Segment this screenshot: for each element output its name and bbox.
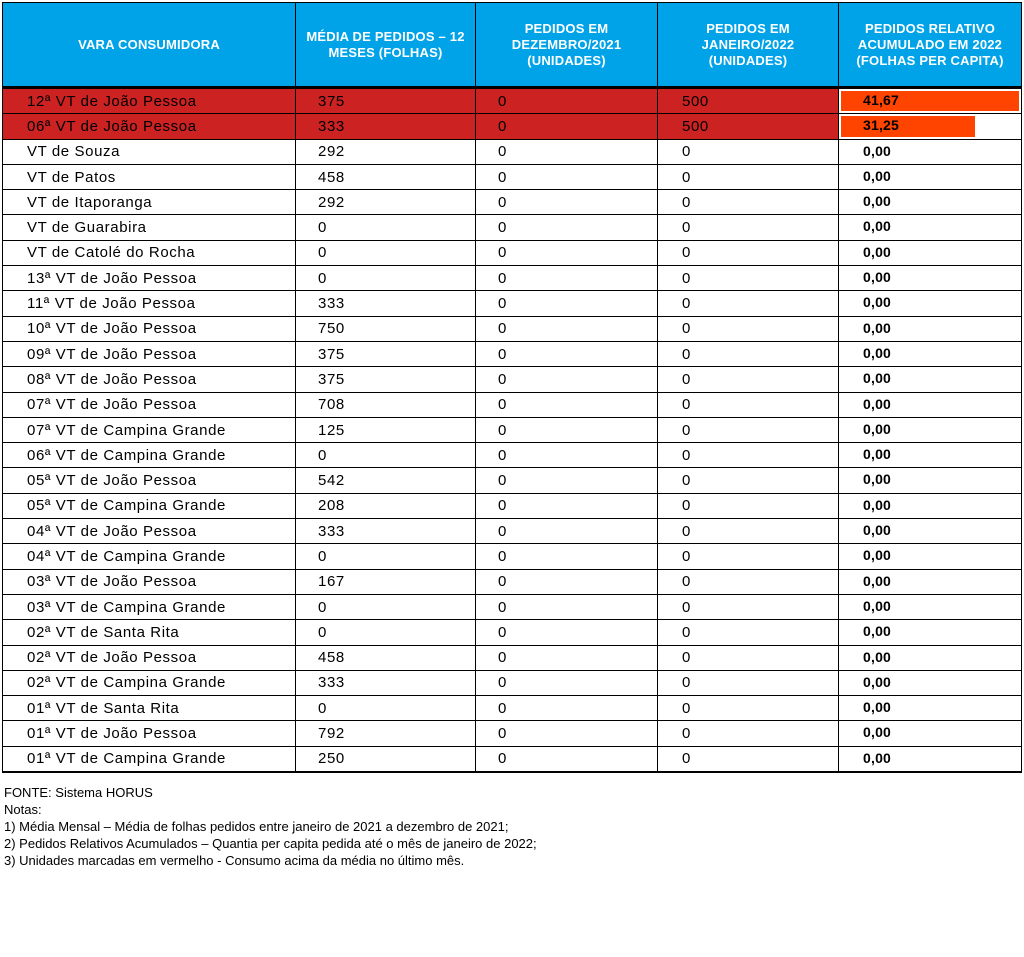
- media-cell: 0: [296, 696, 476, 721]
- relativo-bar-wrap: [839, 468, 1021, 492]
- relativo-cell: [839, 114, 1022, 139]
- dezembro-cell: 0: [476, 544, 658, 569]
- relativo-cell: [839, 696, 1022, 721]
- media-cell: 542: [296, 468, 476, 493]
- janeiro-cell: 0: [658, 721, 839, 746]
- relativo-bar-wrap: [839, 266, 1021, 290]
- table-body: [3, 88, 1022, 773]
- vara-cell: 05ª VT de João Pessoa: [3, 468, 296, 493]
- media-cell: 375: [296, 341, 476, 366]
- dezembro-cell: 0: [476, 392, 658, 417]
- janeiro-cell: 0: [658, 417, 839, 442]
- dezembro-cell: 0: [476, 316, 658, 341]
- relativo-bar-wrap: [839, 418, 1021, 442]
- relativo-value: 0,00: [863, 623, 892, 640]
- relativo-value: 0,00: [863, 471, 892, 488]
- relativo-bar-wrap: [839, 519, 1021, 543]
- media-cell: 125: [296, 417, 476, 442]
- relativo-value: 0,00: [863, 597, 892, 614]
- media-cell: 0: [296, 443, 476, 468]
- relativo-cell: [839, 569, 1022, 594]
- relativo-cell: [839, 190, 1022, 215]
- vara-cell: VT de Catolé do Rocha: [3, 240, 296, 265]
- table-row: [3, 443, 1022, 468]
- media-cell: 458: [296, 164, 476, 189]
- relativo-cell: [839, 341, 1022, 366]
- media-cell: 375: [296, 367, 476, 392]
- table-row: [3, 266, 1022, 291]
- dezembro-cell: 0: [476, 341, 658, 366]
- dezembro-cell: 0: [476, 291, 658, 316]
- relativo-bar-wrap: [839, 646, 1021, 670]
- table-row: [3, 696, 1022, 721]
- dezembro-cell: 0: [476, 645, 658, 670]
- relativo-cell: [839, 746, 1022, 772]
- relativo-bar-wrap: [839, 140, 1021, 164]
- table-row: [3, 645, 1022, 670]
- vara-cell: 12ª VT de João Pessoa: [3, 88, 296, 114]
- relativo-cell: [839, 417, 1022, 442]
- janeiro-cell: 0: [658, 493, 839, 518]
- dezembro-cell: 0: [476, 468, 658, 493]
- vara-cell: 09ª VT de João Pessoa: [3, 341, 296, 366]
- table-row: [3, 620, 1022, 645]
- dezembro-cell: 0: [476, 88, 658, 114]
- vara-cell: 01ª VT de Santa Rita: [3, 696, 296, 721]
- janeiro-cell: 0: [658, 519, 839, 544]
- media-cell: 333: [296, 519, 476, 544]
- media-cell: 208: [296, 493, 476, 518]
- table-row: [3, 114, 1022, 139]
- relativo-value: 0,00: [863, 218, 892, 235]
- relativo-cell: [839, 392, 1022, 417]
- relativo-bar-wrap: [839, 544, 1021, 568]
- media-cell: 0: [296, 620, 476, 645]
- relativo-value: 0,00: [863, 673, 892, 690]
- notes-section: [4, 784, 537, 869]
- relativo-value: 0,00: [863, 420, 892, 437]
- relativo-cell: [839, 721, 1022, 746]
- table-header-row: [3, 3, 1022, 88]
- table-row: [3, 164, 1022, 189]
- vara-cell: 03ª VT de João Pessoa: [3, 569, 296, 594]
- relativo-value: 0,00: [863, 395, 892, 412]
- relativo-value: 0,00: [863, 749, 892, 766]
- media-cell: 792: [296, 721, 476, 746]
- vara-cell: 05ª VT de Campina Grande: [3, 493, 296, 518]
- janeiro-cell: 0: [658, 266, 839, 291]
- media-cell: 0: [296, 266, 476, 291]
- table-row: [3, 746, 1022, 772]
- relativo-value: 0,00: [863, 370, 892, 387]
- relativo-value: 0,00: [863, 294, 892, 311]
- table-row: [3, 316, 1022, 341]
- header-janeiro: PEDIDOS EM JANEIRO/2022 (UNIDADES): [658, 3, 839, 88]
- relativo-bar-wrap: [839, 291, 1021, 315]
- media-cell: 292: [296, 139, 476, 164]
- relativo-cell: [839, 443, 1022, 468]
- janeiro-cell: 0: [658, 443, 839, 468]
- vara-cell: 07ª VT de Campina Grande: [3, 417, 296, 442]
- dezembro-cell: 0: [476, 190, 658, 215]
- table-row: [3, 341, 1022, 366]
- janeiro-cell: 0: [658, 341, 839, 366]
- vara-cell: 02ª VT de Campina Grande: [3, 670, 296, 695]
- header-media: MÉDIA DE PEDIDOS – 12 MESES (FOLHAS): [296, 3, 476, 88]
- vara-cell: 04ª VT de João Pessoa: [3, 519, 296, 544]
- relativo-cell: [839, 266, 1022, 291]
- relativo-cell: [839, 544, 1022, 569]
- table-row: [3, 392, 1022, 417]
- media-cell: 333: [296, 114, 476, 139]
- relativo-bar-wrap: [839, 190, 1021, 214]
- dezembro-cell: 0: [476, 417, 658, 442]
- dezembro-cell: 0: [476, 746, 658, 772]
- relativo-bar-wrap: [839, 494, 1021, 518]
- relativo-bar-wrap: [839, 443, 1021, 467]
- relativo-cell: [839, 620, 1022, 645]
- vara-cell: 02ª VT de João Pessoa: [3, 645, 296, 670]
- janeiro-cell: 0: [658, 215, 839, 240]
- dezembro-cell: 0: [476, 620, 658, 645]
- vara-cell: VT de Patos: [3, 164, 296, 189]
- relativo-bar-wrap: [839, 747, 1021, 771]
- relativo-cell: [839, 468, 1022, 493]
- relativo-cell: [839, 367, 1022, 392]
- janeiro-cell: 0: [658, 645, 839, 670]
- relativo-cell: [839, 291, 1022, 316]
- dezembro-cell: 0: [476, 594, 658, 619]
- relativo-bar-wrap: [839, 620, 1021, 644]
- vara-cell: 01ª VT de Campina Grande: [3, 746, 296, 772]
- relativo-value: 0,00: [863, 496, 892, 513]
- vara-cell: 03ª VT de Campina Grande: [3, 594, 296, 619]
- janeiro-cell: 0: [658, 139, 839, 164]
- vara-cell: 06ª VT de Campina Grande: [3, 443, 296, 468]
- media-cell: 0: [296, 544, 476, 569]
- dezembro-cell: 0: [476, 696, 658, 721]
- relativo-bar-wrap: [839, 696, 1021, 720]
- janeiro-cell: 0: [658, 696, 839, 721]
- vara-cell: 08ª VT de João Pessoa: [3, 367, 296, 392]
- header-vara: VARA CONSUMIDORA: [3, 3, 296, 88]
- relativo-value: 41,67: [863, 92, 900, 108]
- janeiro-cell: 0: [658, 594, 839, 619]
- dezembro-cell: 0: [476, 164, 658, 189]
- relativo-cell: [839, 493, 1022, 518]
- relativo-bar-wrap: [839, 342, 1021, 366]
- relativo-value: 0,00: [863, 243, 892, 260]
- table-row: [3, 240, 1022, 265]
- relativo-bar-wrap: [839, 89, 1021, 113]
- header-relativo: PEDIDOS RELATIVO ACUMULADO EM 2022 (FOLHAS PER CAPITA): [839, 3, 1022, 88]
- relativo-value: 0,00: [863, 522, 892, 539]
- relativo-value: 0,00: [863, 269, 892, 286]
- media-cell: 708: [296, 392, 476, 417]
- relativo-bar-wrap: [839, 317, 1021, 341]
- table-row: [3, 88, 1022, 114]
- note-1: 1) Média Mensal – Média de folhas pedidos entre janeiro de 2021 a dezembro de 2021;: [4, 819, 509, 834]
- vara-cell: 11ª VT de João Pessoa: [3, 291, 296, 316]
- relativo-bar-wrap: [839, 570, 1021, 594]
- table-row: [3, 569, 1022, 594]
- table-row: [3, 190, 1022, 215]
- media-cell: 292: [296, 190, 476, 215]
- table-row: [3, 367, 1022, 392]
- source-note: FONTE: Sistema HORUS: [4, 785, 153, 800]
- janeiro-cell: 0: [658, 620, 839, 645]
- vara-cell: 04ª VT de Campina Grande: [3, 544, 296, 569]
- relativo-bar-wrap: [839, 367, 1021, 391]
- relativo-value: 0,00: [863, 724, 892, 741]
- relativo-value: 0,00: [863, 547, 892, 564]
- relativo-value: 0,00: [863, 142, 892, 159]
- table-row: [3, 417, 1022, 442]
- table-row: [3, 493, 1022, 518]
- relativo-cell: [839, 594, 1022, 619]
- media-cell: 750: [296, 316, 476, 341]
- relativo-value: 0,00: [863, 572, 892, 589]
- vara-cell: 02ª VT de Santa Rita: [3, 620, 296, 645]
- relativo-cell: [839, 240, 1022, 265]
- relativo-cell: [839, 215, 1022, 240]
- relativo-bar-wrap: [839, 215, 1021, 239]
- vara-cell: VT de Guarabira: [3, 215, 296, 240]
- vara-cell: 06ª VT de João Pessoa: [3, 114, 296, 139]
- relativo-bar-wrap: [839, 165, 1021, 189]
- janeiro-cell: 0: [658, 392, 839, 417]
- vara-cell: VT de Itaporanga: [3, 190, 296, 215]
- vara-cell: VT de Souza: [3, 139, 296, 164]
- media-cell: 250: [296, 746, 476, 772]
- note-3: 3) Unidades marcadas em vermelho - Consumo acima da média no último mês.: [4, 853, 465, 868]
- janeiro-cell: 500: [658, 114, 839, 139]
- dezembro-cell: 0: [476, 721, 658, 746]
- relativo-value: 0,00: [863, 319, 892, 336]
- media-cell: 458: [296, 645, 476, 670]
- dezembro-cell: 0: [476, 493, 658, 518]
- relativo-value: 0,00: [863, 193, 892, 210]
- table-row: [3, 291, 1022, 316]
- table-row: [3, 215, 1022, 240]
- vara-cell: 01ª VT de João Pessoa: [3, 721, 296, 746]
- relativo-cell: [839, 519, 1022, 544]
- vara-cell: 07ª VT de João Pessoa: [3, 392, 296, 417]
- media-cell: 0: [296, 215, 476, 240]
- relativo-cell: [839, 645, 1022, 670]
- dezembro-cell: 0: [476, 569, 658, 594]
- table-row: [3, 594, 1022, 619]
- note-2: 2) Pedidos Relativos Acumulados – Quantia per capita pedida até o mês de janeiro de 2022;: [4, 836, 537, 851]
- relativo-bar-wrap: [839, 393, 1021, 417]
- table-row: [3, 519, 1022, 544]
- dezembro-cell: 0: [476, 139, 658, 164]
- notes-title: Notas:: [4, 802, 42, 817]
- table-row: [3, 721, 1022, 746]
- dezembro-cell: 0: [476, 114, 658, 139]
- janeiro-cell: 500: [658, 88, 839, 114]
- media-cell: 0: [296, 240, 476, 265]
- relativo-cell: [839, 139, 1022, 164]
- table-row: [3, 139, 1022, 164]
- dezembro-cell: 0: [476, 367, 658, 392]
- relativo-value: 0,00: [863, 699, 892, 716]
- janeiro-cell: 0: [658, 190, 839, 215]
- table-row: [3, 468, 1022, 493]
- dezembro-cell: 0: [476, 240, 658, 265]
- vara-cell: 13ª VT de João Pessoa: [3, 266, 296, 291]
- relativo-bar-wrap: [839, 721, 1021, 745]
- relativo-cell: [839, 88, 1022, 114]
- janeiro-cell: 0: [658, 164, 839, 189]
- relativo-cell: [839, 164, 1022, 189]
- media-cell: 0: [296, 594, 476, 619]
- janeiro-cell: 0: [658, 468, 839, 493]
- media-cell: 333: [296, 670, 476, 695]
- janeiro-cell: 0: [658, 544, 839, 569]
- relativo-value: 0,00: [863, 167, 892, 184]
- relativo-value: 0,00: [863, 446, 892, 463]
- vara-cell: 10ª VT de João Pessoa: [3, 316, 296, 341]
- relativo-cell: [839, 316, 1022, 341]
- janeiro-cell: 0: [658, 316, 839, 341]
- media-cell: 333: [296, 291, 476, 316]
- relativo-value: 31,25: [863, 117, 900, 134]
- dezembro-cell: 0: [476, 670, 658, 695]
- media-cell: 167: [296, 569, 476, 594]
- janeiro-cell: 0: [658, 569, 839, 594]
- relativo-value: 0,00: [863, 344, 892, 361]
- relativo-value: 0,00: [863, 648, 892, 665]
- dezembro-cell: 0: [476, 266, 658, 291]
- dezembro-cell: 0: [476, 443, 658, 468]
- dezembro-cell: 0: [476, 215, 658, 240]
- relativo-bar-wrap: [839, 671, 1021, 695]
- janeiro-cell: 0: [658, 291, 839, 316]
- janeiro-cell: 0: [658, 670, 839, 695]
- relativo-cell: [839, 670, 1022, 695]
- janeiro-cell: 0: [658, 746, 839, 772]
- relativo-bar-wrap: [839, 595, 1021, 619]
- janeiro-cell: 0: [658, 367, 839, 392]
- janeiro-cell: 0: [658, 240, 839, 265]
- media-cell: 375: [296, 88, 476, 114]
- header-dezembro: PEDIDOS EM DEZEMBRO/2021 (UNIDADES): [476, 3, 658, 88]
- table-row: [3, 670, 1022, 695]
- dezembro-cell: 0: [476, 519, 658, 544]
- consumption-table: [2, 2, 1022, 773]
- relativo-bar-wrap: [839, 241, 1021, 265]
- relativo-bar-wrap: [839, 114, 1021, 138]
- table-row: [3, 544, 1022, 569]
